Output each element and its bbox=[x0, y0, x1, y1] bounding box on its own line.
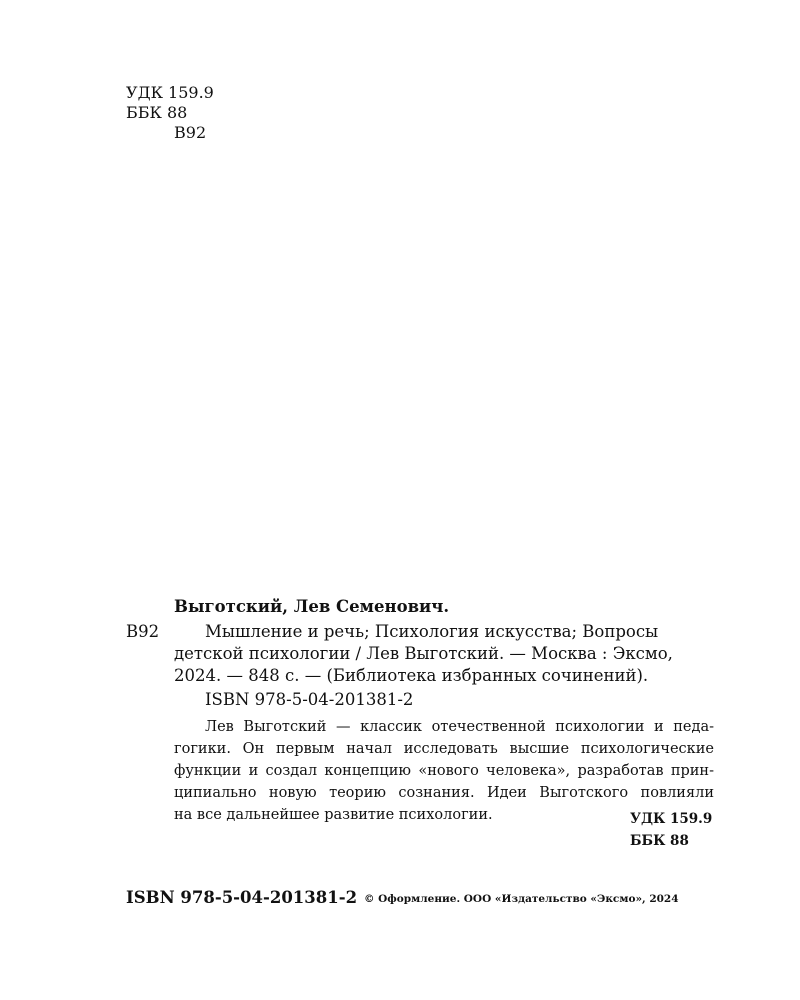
annotation-line: ципиально новую теорию сознания. Идеи Выготского повлияли bbox=[174, 785, 714, 801]
description-line-1: Мышление и речь; Психология искусства; Вопросы bbox=[205, 622, 659, 641]
udk-code-bottom: УДК 159.9 bbox=[630, 811, 713, 827]
description-line-3: 2024. — 848 с. — (Библиотека избранных сочинений). bbox=[174, 666, 649, 685]
footer-isbn: ISBN 978-5-04-201381-2 bbox=[126, 888, 358, 907]
author-sign-catalog: В92 bbox=[126, 622, 160, 641]
annotation-line: на все дальнейшее развитие психологии. bbox=[174, 807, 493, 823]
author-sign-top: В92 bbox=[174, 123, 207, 142]
copyright-notice: © Оформление. ООО «Издательство «Эксмо», 2024 bbox=[364, 893, 679, 905]
annotation-line: гогики. Он первым начал исследовать высшие психологические bbox=[174, 741, 714, 757]
description-line-2: детской психологии / Лев Выготский. — Москва : Эксмо, bbox=[174, 644, 673, 663]
udk-code-top: УДК 159.9 bbox=[126, 83, 214, 102]
catalog-isbn: ISBN 978-5-04-201381-2 bbox=[205, 690, 414, 709]
bbk-code-bottom: ББК 88 bbox=[630, 833, 689, 849]
author-heading: Выготский, Лев Семенович. bbox=[174, 597, 450, 616]
bbk-code-top: ББК 88 bbox=[126, 103, 188, 122]
annotation-line: Лев Выготский — классик отечественной психологии и педа- bbox=[205, 719, 714, 735]
annotation-line: функции и создал концепцию «нового человека», разработав прин- bbox=[174, 763, 714, 779]
